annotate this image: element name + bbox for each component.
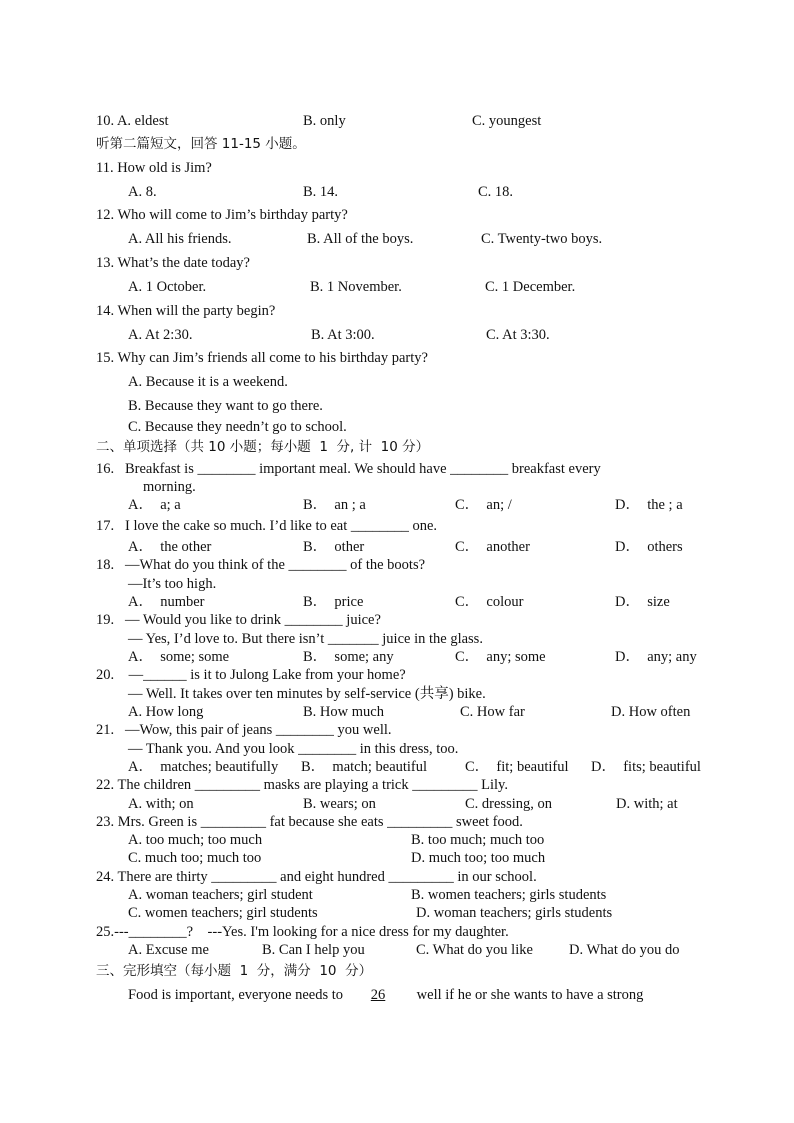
q24-stem: 24. There are thirty _________ and eight hundred _________ in our school. bbox=[96, 869, 537, 885]
q24-option-c: C. women teachers; girl students bbox=[128, 905, 318, 921]
q16-option-a: A． a; a bbox=[128, 497, 181, 513]
q17-option-c: C． another bbox=[455, 539, 530, 555]
q18-option-a: A． number bbox=[128, 594, 205, 610]
q18-stem: 18. —What do you think of the ________ of the boots? bbox=[96, 557, 426, 573]
q14-stem: 14. When will the party begin? bbox=[96, 303, 276, 319]
q11-option-c: C. 18. bbox=[478, 184, 514, 200]
q20-option-b: B. How much bbox=[303, 704, 384, 720]
q21-option-a: A． matches; beautifully bbox=[128, 759, 279, 775]
q14-option-c: C. At 3:30. bbox=[486, 327, 550, 343]
q18-option-c: C． colour bbox=[455, 594, 524, 610]
q16-stem-cont: morning. bbox=[143, 479, 196, 495]
q10-option-c: C. youngest bbox=[472, 113, 542, 129]
q16-option-b: B． an ; a bbox=[303, 497, 366, 513]
q19-option-b: B． some; any bbox=[303, 649, 394, 665]
q22-option-c: C. dressing, on bbox=[465, 796, 552, 812]
q16-stem: 16. Breakfast is ________ important meal. We should have ________ breakfast every bbox=[96, 461, 601, 477]
q14-option-a: A. At 2:30. bbox=[128, 327, 193, 343]
q23-option-b: B. too much; much too bbox=[411, 832, 545, 848]
listening-passage2-header: 听第二篇短文，回答 11-15 小题。 bbox=[96, 136, 306, 152]
q18-stem-cont: —It’s too high. bbox=[128, 576, 217, 592]
q12-option-c: C. Twenty-two boys. bbox=[481, 231, 603, 247]
q17-option-d: D． others bbox=[615, 539, 683, 555]
q24-option-b: B. women teachers; girls students bbox=[411, 887, 607, 903]
q22-option-d: D. with; at bbox=[616, 796, 678, 812]
q19-option-d: D． any; any bbox=[615, 649, 697, 665]
q20-option-a: A. How long bbox=[128, 704, 204, 720]
q13-option-a: A. 1 October. bbox=[128, 279, 207, 295]
q21-stem-cont: — Thank you. And you look ________ in this dress, too. bbox=[128, 741, 459, 757]
q12-option-a: A. All his friends. bbox=[128, 231, 232, 247]
q19-option-c: C． any; some bbox=[455, 649, 546, 665]
section2-header: 二、单项选择（共 10 小题；每小题 1 分, 计 10 分） bbox=[96, 439, 430, 455]
q13-option-b: B. 1 November. bbox=[310, 279, 402, 295]
q17-stem: 17. I love the cake so much. I’d like to eat ________ one. bbox=[96, 518, 438, 534]
q25-option-c: C. What do you like bbox=[416, 942, 533, 958]
q19-stem-cont: — Yes, I’d love to. But there isn’t _______ juice in the glass. bbox=[128, 631, 483, 647]
q25-option-a: A. Excuse me bbox=[128, 942, 209, 958]
q25-stem: 25.---________? ---Yes. I'm looking for a nice dress for my daughter. bbox=[96, 924, 509, 940]
q21-option-b: B． match; beautiful bbox=[301, 759, 428, 775]
q20-option-d: D. How often bbox=[611, 704, 691, 720]
q24-option-d: D. woman teachers; girls students bbox=[416, 905, 613, 921]
q11-option-a: A. 8. bbox=[128, 184, 157, 200]
q17-option-b: B． other bbox=[303, 539, 365, 555]
q14-option-b: B. At 3:00. bbox=[311, 327, 375, 343]
q17-option-a: A． the other bbox=[128, 539, 212, 555]
q20-option-c: C. How far bbox=[460, 704, 525, 720]
q15-option-b: B. Because they want to go there. bbox=[128, 398, 323, 414]
q13-option-c: C. 1 December. bbox=[485, 279, 576, 295]
q20-stem-cont: — Well. It takes over ten minutes by self-service (共享) bike. bbox=[128, 686, 486, 702]
q23-option-a: A. too much; too much bbox=[128, 832, 263, 848]
q18-option-d: D． size bbox=[615, 594, 670, 610]
q23-option-d: D. much too; too much bbox=[411, 850, 546, 866]
q11-stem: 11. How old is Jim? bbox=[96, 160, 212, 176]
q19-option-a: A． some; some bbox=[128, 649, 230, 665]
q21-option-d: D． fits; beautiful bbox=[591, 759, 701, 775]
q23-stem: 23. Mrs. Green is _________ fat because she eats _________ sweet food. bbox=[96, 814, 523, 830]
q11-option-b: B. 14. bbox=[303, 184, 339, 200]
q15-option-a: A. Because it is a weekend. bbox=[128, 374, 288, 390]
q22-stem: 22. The children _________ masks are playing a trick _________ Lily. bbox=[96, 777, 508, 793]
q18-option-b: B． price bbox=[303, 594, 364, 610]
q22-option-b: B. wears; on bbox=[303, 796, 376, 812]
q21-option-c: C． fit; beautiful bbox=[465, 759, 569, 775]
section3-header: 三、完形填空（每小题 1 分，满分 10 分） bbox=[96, 963, 373, 979]
q25-option-d: D. What do you do bbox=[569, 942, 680, 958]
q23-option-c: C. much too; much too bbox=[128, 850, 262, 866]
q20-stem: 20. —______ is it to Julong Lake from your home? bbox=[96, 667, 406, 683]
q13-stem: 13. What’s the date today? bbox=[96, 255, 250, 271]
q15-stem: 15. Why can Jim’s friends all come to his birthday party? bbox=[96, 350, 428, 366]
q24-option-a: A. woman teachers; girl student bbox=[128, 887, 313, 903]
q22-option-a: A. with; on bbox=[128, 796, 194, 812]
q25-option-b: B. Can I help you bbox=[262, 942, 365, 958]
q15-option-c: C. Because they needn’t go to school. bbox=[128, 419, 347, 435]
q16-option-d: D． the ; a bbox=[615, 497, 683, 513]
q21-stem: 21. —Wow, this pair of jeans ________ you well. bbox=[96, 722, 392, 738]
q10-option-b: B. only bbox=[303, 113, 346, 129]
cloze-blank-26: 26 bbox=[370, 987, 386, 1003]
q12-stem: 12. Who will come to Jim’s birthday party? bbox=[96, 207, 348, 223]
cloze-passage-line bbox=[128, 986, 643, 1004]
cloze-text-after: well if he or she wants to have a strong bbox=[413, 987, 644, 1003]
cloze-text-before: Food is important, everyone needs to bbox=[128, 987, 344, 1003]
q19-stem: 19. — Would you like to drink ________ juice? bbox=[96, 612, 381, 628]
q12-option-b: B. All of the boys. bbox=[307, 231, 414, 247]
q16-option-c: C． an; / bbox=[455, 497, 512, 513]
q10-option-a: 10. A. eldest bbox=[96, 113, 169, 129]
